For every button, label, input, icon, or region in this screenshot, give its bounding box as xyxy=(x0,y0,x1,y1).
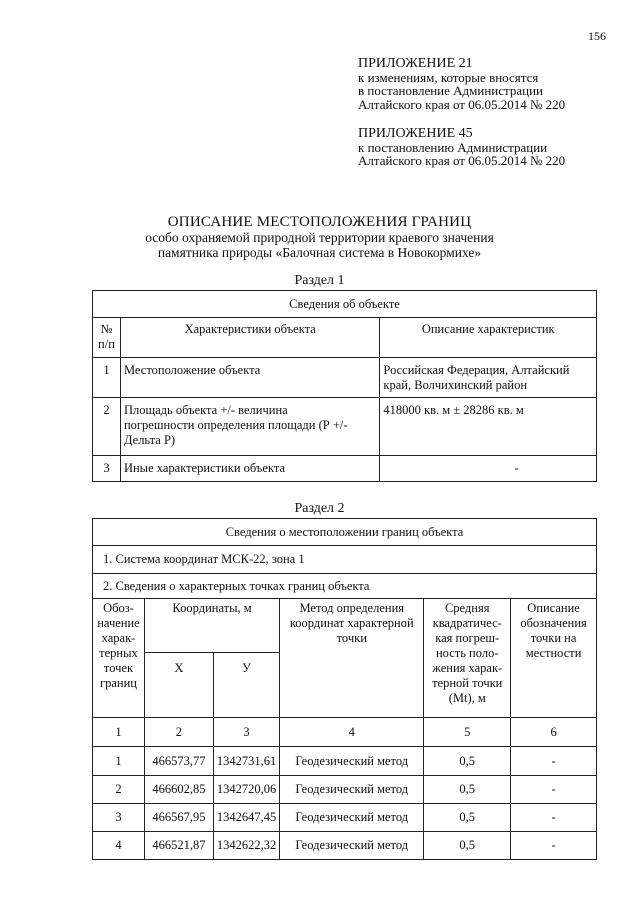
header-x: Х xyxy=(144,653,213,718)
point-number: 2 xyxy=(93,776,145,804)
column-number: 1 xyxy=(93,718,145,747)
title-line-1: ОПИСАНИЕ МЕСТОПОЛОЖЕНИЯ ГРАНИЦ xyxy=(167,214,472,230)
section-1-label: Раздел 1 xyxy=(294,273,345,288)
table-row xyxy=(93,832,597,860)
section-2-table xyxy=(92,518,597,860)
point-x: 466567,95 xyxy=(144,804,213,832)
appendix-45-line: Алтайского края от 06.05.2014 № 220 xyxy=(358,153,566,168)
row-characteristic: Иные характеристики объекта xyxy=(120,456,379,482)
points-caption: 2. Сведения о характерных точках границ объекта xyxy=(93,574,597,599)
point-method: Геодезический метод xyxy=(280,776,424,804)
appendix-45-line: к постановлению Администрации xyxy=(358,139,548,155)
title-line-3: памятника природы «Балочная система в Новокормихе» xyxy=(157,245,482,260)
appendix-45-block xyxy=(358,127,565,168)
section-1-header-row xyxy=(93,318,597,358)
point-y: 1342720,06 xyxy=(213,776,279,804)
column-number: 3 xyxy=(213,718,279,747)
header-coordinates: Координаты, м xyxy=(144,599,279,653)
row-characteristic: Местоположение объекта xyxy=(120,358,379,398)
point-y: 1342622,32 xyxy=(213,832,279,860)
section-2-header-row xyxy=(93,599,597,653)
row-description: 418000 кв. м ± 28286 кв. м xyxy=(380,398,597,456)
row-num: 1 xyxy=(93,358,121,398)
appendix-21-heading: ПРИЛОЖЕНИЕ 21 xyxy=(358,56,473,71)
row-description: Российская Федерация, Алтайский край, Волчихинский район xyxy=(380,358,597,398)
column-number: 5 xyxy=(424,718,511,747)
point-x: 466573,77 xyxy=(144,747,213,776)
point-y: 1342647,45 xyxy=(213,804,279,832)
row-num: 2 xyxy=(93,398,121,456)
table-row xyxy=(93,776,597,804)
appendix-21-line: к изменениям, которые вносятся xyxy=(358,69,539,85)
point-method: Геодезический метод xyxy=(280,804,424,832)
header-method: Метод определения координат характерной точки xyxy=(280,599,424,718)
header-error: Средняя квадратичес-кая погреш-ность поло-жения харак-терной точки (Mt), м xyxy=(424,599,511,718)
column-number: 4 xyxy=(280,718,424,747)
header-characteristic: Характеристики объекта xyxy=(120,318,379,358)
point-mt: 0,5 xyxy=(424,832,511,860)
row-description: - xyxy=(380,456,597,482)
section-2-caption: Сведения о местоположении границ объекта xyxy=(93,519,597,546)
section-2-label: Раздел 2 xyxy=(294,501,345,516)
appendix-21-line: в постановление Администрации xyxy=(358,83,544,98)
header-description: Описание характеристик xyxy=(380,318,597,358)
table-row xyxy=(93,804,597,832)
section-1-table xyxy=(92,290,597,482)
table-row xyxy=(93,398,597,456)
header-designation: Обоз-начение харак-терных точек границ xyxy=(93,599,145,718)
column-number-row xyxy=(93,718,597,747)
row-characteristic: Площадь объекта +/- величина погрешности определения площади (Р +/- Дельта Р) xyxy=(120,398,379,456)
point-description: - xyxy=(511,747,597,776)
table-row xyxy=(93,747,597,776)
point-mt: 0,5 xyxy=(424,804,511,832)
column-number: 6 xyxy=(511,718,597,747)
point-mt: 0,5 xyxy=(424,747,511,776)
column-number: 2 xyxy=(144,718,213,747)
page-number: 156 xyxy=(588,29,606,43)
header-y: У xyxy=(213,653,279,718)
header-location: Описание обозначения точки на местности xyxy=(511,599,597,718)
section-1-caption: Сведения об объекте xyxy=(93,291,597,318)
point-y: 1342731,61 xyxy=(213,747,279,776)
header-num: № п/п xyxy=(93,318,121,358)
point-number: 4 xyxy=(93,832,145,860)
point-description: - xyxy=(511,832,597,860)
point-x: 466602,85 xyxy=(144,776,213,804)
appendix-21-block xyxy=(358,57,565,111)
title-line-2: особо охраняемой природной территории краевого значения xyxy=(145,230,494,245)
point-method: Геодезический метод xyxy=(280,832,424,860)
point-number: 3 xyxy=(93,804,145,832)
row-num: 3 xyxy=(93,456,121,482)
point-mt: 0,5 xyxy=(424,776,511,804)
table-row xyxy=(93,456,597,482)
point-method: Геодезический метод xyxy=(280,747,424,776)
point-description: - xyxy=(511,804,597,832)
coordinate-system: 1. Система координат МСК-22, зона 1 xyxy=(93,546,597,574)
point-description: - xyxy=(511,776,597,804)
document-title xyxy=(0,214,639,260)
point-number: 1 xyxy=(93,747,145,776)
point-x: 466521,87 xyxy=(144,832,213,860)
table-row xyxy=(93,358,597,398)
appendix-45-heading: ПРИЛОЖЕНИЕ 45 xyxy=(358,126,473,141)
appendix-21-line: Алтайского края от 06.05.2014 № 220 xyxy=(358,96,566,112)
